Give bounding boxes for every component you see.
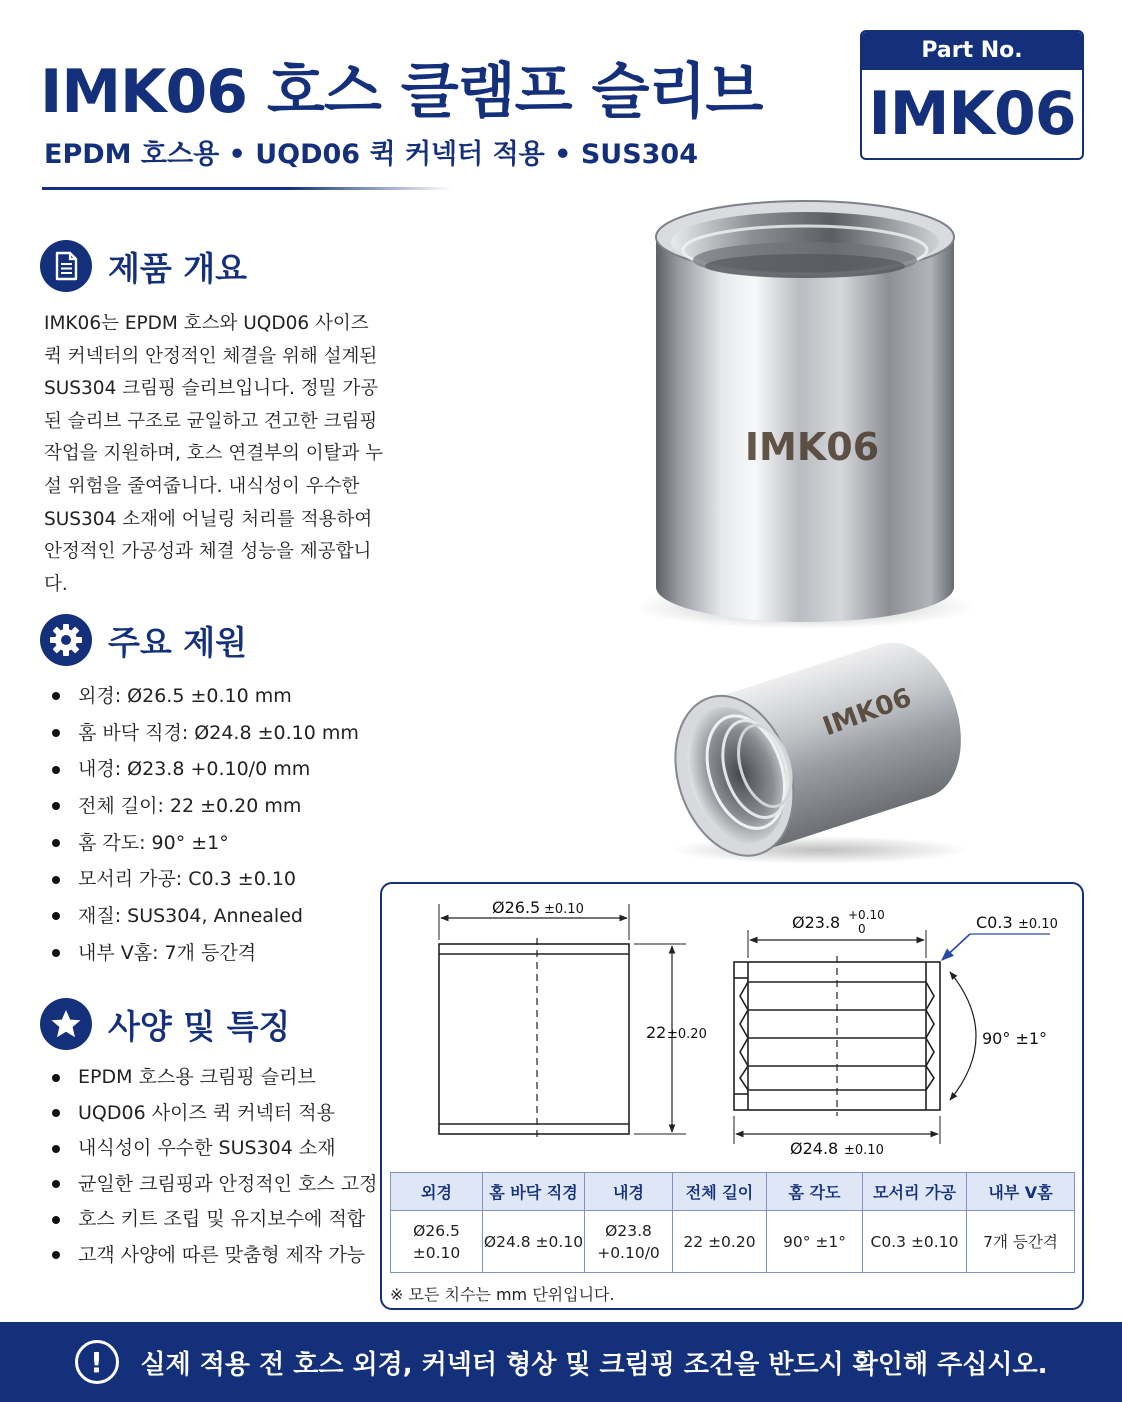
table-header-cell: 외경 bbox=[391, 1173, 483, 1211]
table-cell: Ø24.8 ±0.10 bbox=[483, 1211, 585, 1273]
table-cell-line1: Ø23.8 bbox=[605, 1221, 652, 1240]
list-item: 전체 길이: 22 ±0.20 mm bbox=[44, 788, 359, 825]
part-number-box bbox=[860, 30, 1084, 160]
list-item: 모서리 가공: C0.3 ±0.10 bbox=[44, 861, 359, 898]
groove-dia-tolerance: ±0.10 bbox=[844, 1143, 884, 1158]
features-section-header bbox=[40, 998, 290, 1050]
list-item: UQD06 사이즈 퀵 커넥터 적용 bbox=[44, 1096, 377, 1132]
table-cell: 7개 등간격 bbox=[967, 1211, 1075, 1273]
list-item: 홈 바닥 직경: Ø24.8 ±0.10 mm bbox=[44, 715, 359, 752]
units-note: ※ 모든 치수는 mm 단위입니다. bbox=[390, 1285, 615, 1304]
table-header-cell: 홈 바닥 직경 bbox=[483, 1173, 585, 1211]
page-subtitle: EPDM 호스용 • UQD06 퀵 커넥터 적용 • SUS304 bbox=[44, 139, 699, 170]
specs-title: 주요 제원 bbox=[108, 622, 248, 662]
list-item: 외경: Ø26.5 ±0.10 mm bbox=[44, 678, 359, 715]
list-item: 내부 V홈: 7개 등간격 bbox=[44, 935, 359, 972]
table-header-cell: 내경 bbox=[585, 1173, 673, 1211]
table-row bbox=[391, 1211, 1075, 1273]
star-icon bbox=[40, 998, 92, 1050]
groove-dia-label: Ø24.8 bbox=[790, 1139, 839, 1158]
part-number-label: Part No. bbox=[862, 32, 1082, 70]
table-cell: C0.3 ±0.10 bbox=[863, 1211, 967, 1273]
list-item: 균일한 크림핑과 안정적인 호스 고정 bbox=[44, 1167, 377, 1203]
document-icon bbox=[40, 240, 92, 292]
table-header-cell: 전체 길이 bbox=[673, 1173, 767, 1211]
overview-body: IMK06는 EPDM 호스와 UQD06 사이즈 퀵 커넥터의 안정적인 체결을 위해 설계된 SUS304 크림핑 슬리브입니다. 정밀 가공된 슬리브 구조로 균일하고 견고한 크림핑 작업을 지원하며, 호스 연결부의 이탈과 누설 위험을 줄여줍니다. 내식성이 우수한 SUS304 소재에 어닐링 처리를 적용하여 안정적인 가공성과 체결 성능을 제공합니다. bbox=[44, 313, 384, 595]
table-header-cell: 모서리 가공 bbox=[863, 1173, 967, 1211]
gear-icon bbox=[40, 614, 92, 666]
specs-section-header bbox=[40, 614, 247, 666]
table-cell: Ø26.5 ±0.10 bbox=[391, 1211, 483, 1273]
list-item: 홈 각도: 90° ±1° bbox=[44, 825, 359, 862]
technical-drawing bbox=[382, 884, 1082, 1164]
table-header-row bbox=[391, 1173, 1075, 1211]
list-item: 호스 키트 조립 및 유지보수에 적합 bbox=[44, 1202, 377, 1238]
overview-section-header bbox=[40, 240, 247, 292]
list-item: 내경: Ø23.8 +0.10/0 mm bbox=[44, 751, 359, 788]
page-title: IMK06 호스 클램프 슬리브 bbox=[40, 57, 763, 127]
table-cell: 22 ±0.20 bbox=[673, 1211, 767, 1273]
specs-list bbox=[44, 678, 359, 972]
id-dim-tol-upper: +0.10 bbox=[848, 908, 885, 922]
table-cell-line2: +0.10/0 bbox=[597, 1243, 660, 1262]
footer-notice: 실제 적용 전 호스 외경, 커넥터 형상 및 크림핑 조건을 반드시 확인해 주십시오. bbox=[140, 1349, 1048, 1380]
table-cell bbox=[585, 1211, 673, 1273]
engraving-bottom: IMK06 bbox=[818, 682, 916, 743]
chamfer-label: C0.3 bbox=[976, 913, 1013, 932]
list-item: 고객 사양에 따른 맞춤형 제작 가능 bbox=[44, 1238, 377, 1274]
id-dim-tol-lower: 0 bbox=[858, 922, 866, 936]
exclamation-icon: ! bbox=[75, 1340, 119, 1384]
footer-banner bbox=[0, 1322, 1122, 1402]
list-item: 내식성이 우수한 SUS304 소재 bbox=[44, 1131, 377, 1167]
length-dim-label: 22 bbox=[646, 1023, 667, 1042]
id-dim-label: Ø23.8 bbox=[792, 913, 841, 932]
length-dim-tolerance: ±0.20 bbox=[667, 1027, 707, 1042]
features-list bbox=[44, 1060, 377, 1273]
table-cell: 90° ±1° bbox=[767, 1211, 863, 1273]
list-item: EPDM 호스용 크림핑 슬리브 bbox=[44, 1060, 377, 1096]
drawing-panel bbox=[380, 882, 1084, 1310]
product-photo-upright bbox=[640, 182, 970, 632]
od-dim-tolerance: ±0.10 bbox=[544, 902, 584, 917]
part-number-value: IMK06 bbox=[868, 79, 1076, 149]
title-divider bbox=[42, 187, 452, 190]
dimension-table bbox=[390, 1172, 1075, 1273]
product-photo-lying bbox=[660, 628, 980, 868]
list-item: 재질: SUS304, Annealed bbox=[44, 898, 359, 935]
chamfer-tolerance: ±0.10 bbox=[1018, 917, 1058, 932]
od-dim-label: Ø26.5 bbox=[492, 898, 541, 917]
features-title: 사양 및 특징 bbox=[108, 1006, 291, 1046]
table-header-cell: 내부 V홈 bbox=[967, 1173, 1075, 1211]
overview-title: 제품 개요 bbox=[108, 248, 248, 288]
angle-label: 90° ±1° bbox=[982, 1029, 1048, 1048]
engraving-top: IMK06 bbox=[744, 425, 880, 469]
table-header-cell: 홈 각도 bbox=[767, 1173, 863, 1211]
